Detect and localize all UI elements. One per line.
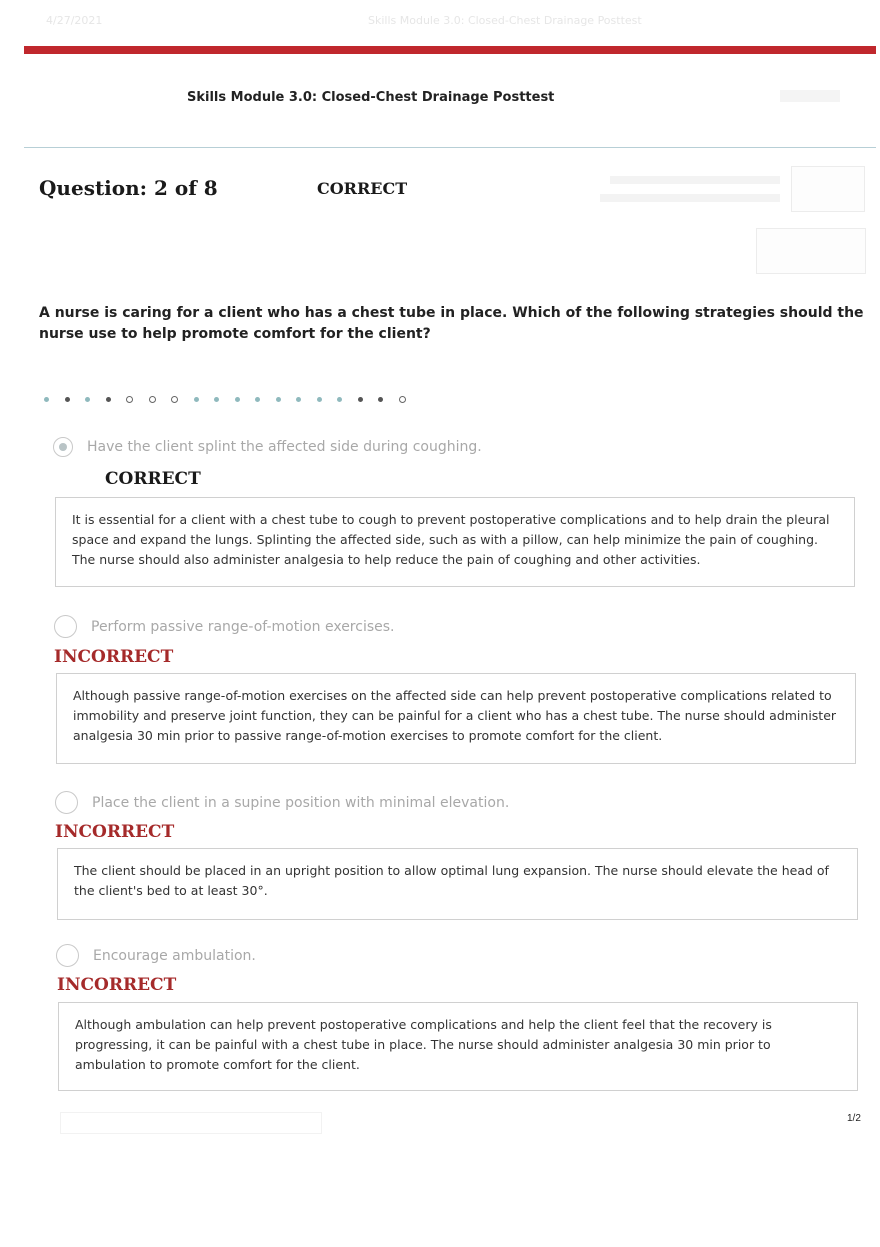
- progress-dot[interactable]: [149, 396, 156, 403]
- progress-dot[interactable]: [255, 397, 260, 402]
- faded-next-button[interactable]: [756, 228, 866, 274]
- page-number: 1/2: [847, 1113, 861, 1124]
- radio-icon[interactable]: [56, 944, 79, 967]
- question-text: A nurse is caring for a client who has a chest tube in place. Which of the following strategies should the nurse use to help promote comfort for the client?: [39, 305, 864, 342]
- option-text: Have the client splint the affected side during coughing.: [87, 439, 482, 455]
- progress-dot[interactable]: [194, 397, 199, 402]
- module-title: Skills Module 3.0: Closed-Chest Drainage Posttest: [187, 90, 555, 105]
- progress-dot[interactable]: [399, 396, 406, 403]
- progress-dot[interactable]: [44, 397, 49, 402]
- progress-dot[interactable]: [378, 397, 383, 402]
- browser-title: Skills Module 3.0: Closed-Chest Drainage Posttest: [368, 14, 642, 27]
- option-1[interactable]: [53, 437, 482, 457]
- faded-info-line: [610, 176, 780, 184]
- verdict-correct: CORRECT: [105, 469, 201, 489]
- faded-info-line: [600, 194, 780, 202]
- radio-selected-icon[interactable]: [53, 437, 73, 457]
- progress-dot[interactable]: [65, 397, 70, 402]
- faded-button[interactable]: [791, 166, 865, 212]
- question-status: CORRECT: [317, 179, 408, 198]
- header-divider: [24, 147, 876, 148]
- radio-icon[interactable]: [55, 791, 78, 814]
- option-3[interactable]: [55, 791, 509, 814]
- rationale-box: The client should be placed in an upright position to allow optimal lung expansion. The nurse should elevate the head of the client's bed to at least 30°.: [57, 848, 858, 920]
- option-4[interactable]: [56, 944, 256, 967]
- progress-dot[interactable]: [106, 397, 111, 402]
- rationale-box: Although ambulation can help prevent postoperative complications and help the client feel that the recovery is progressing, it can be painful with a chest tube in place. The nurse should administer analgesia 30 min prior to ambulation to promote comfort for the client.: [58, 1002, 858, 1091]
- progress-dot[interactable]: [126, 396, 133, 403]
- option-text: Perform passive range-of-motion exercises.: [91, 618, 395, 635]
- progress-dot[interactable]: [358, 397, 363, 402]
- option-2[interactable]: [54, 615, 395, 638]
- rationale-box: It is essential for a client with a chest tube to cough to prevent postoperative complications and to help drain the pleural space and expand the lungs. Splinting the affected side, such as with a pillow, can help minimize the pain of coughing. The nurse should also administer analgesia to help reduce the pain of coughing and other activities.: [55, 497, 855, 587]
- progress-dot[interactable]: [317, 397, 322, 402]
- progress-dots: [44, 392, 421, 406]
- faded-footer-control: [60, 1112, 322, 1134]
- progress-dot[interactable]: [235, 397, 240, 402]
- rationale-box: Although passive range-of-motion exercises on the affected side can help prevent postoperative complications related to immobility and preserve joint function, they can be painful for a client who has a chest tube. The nurse should administer analgesia 30 min prior to passive range-of-motion exercises to promote comfort for the client.: [56, 673, 856, 764]
- option-text: Place the client in a supine position with minimal elevation.: [92, 794, 510, 811]
- question-counter: Question: 2 of 8: [39, 176, 218, 200]
- verdict-incorrect: INCORRECT: [57, 975, 177, 995]
- header-faded-control: [780, 90, 840, 102]
- progress-dot[interactable]: [214, 397, 219, 402]
- option-text: Encourage ambulation.: [93, 947, 256, 964]
- progress-dot[interactable]: [337, 397, 342, 402]
- verdict-incorrect: INCORRECT: [55, 822, 175, 842]
- verdict-incorrect: INCORRECT: [54, 647, 174, 667]
- header-accent-bar: [24, 46, 876, 54]
- radio-icon[interactable]: [54, 615, 77, 638]
- progress-dot[interactable]: [171, 396, 178, 403]
- progress-dot[interactable]: [276, 397, 281, 402]
- browser-date: 4/27/2021: [46, 14, 103, 27]
- progress-dot[interactable]: [85, 397, 90, 402]
- progress-dot[interactable]: [296, 397, 301, 402]
